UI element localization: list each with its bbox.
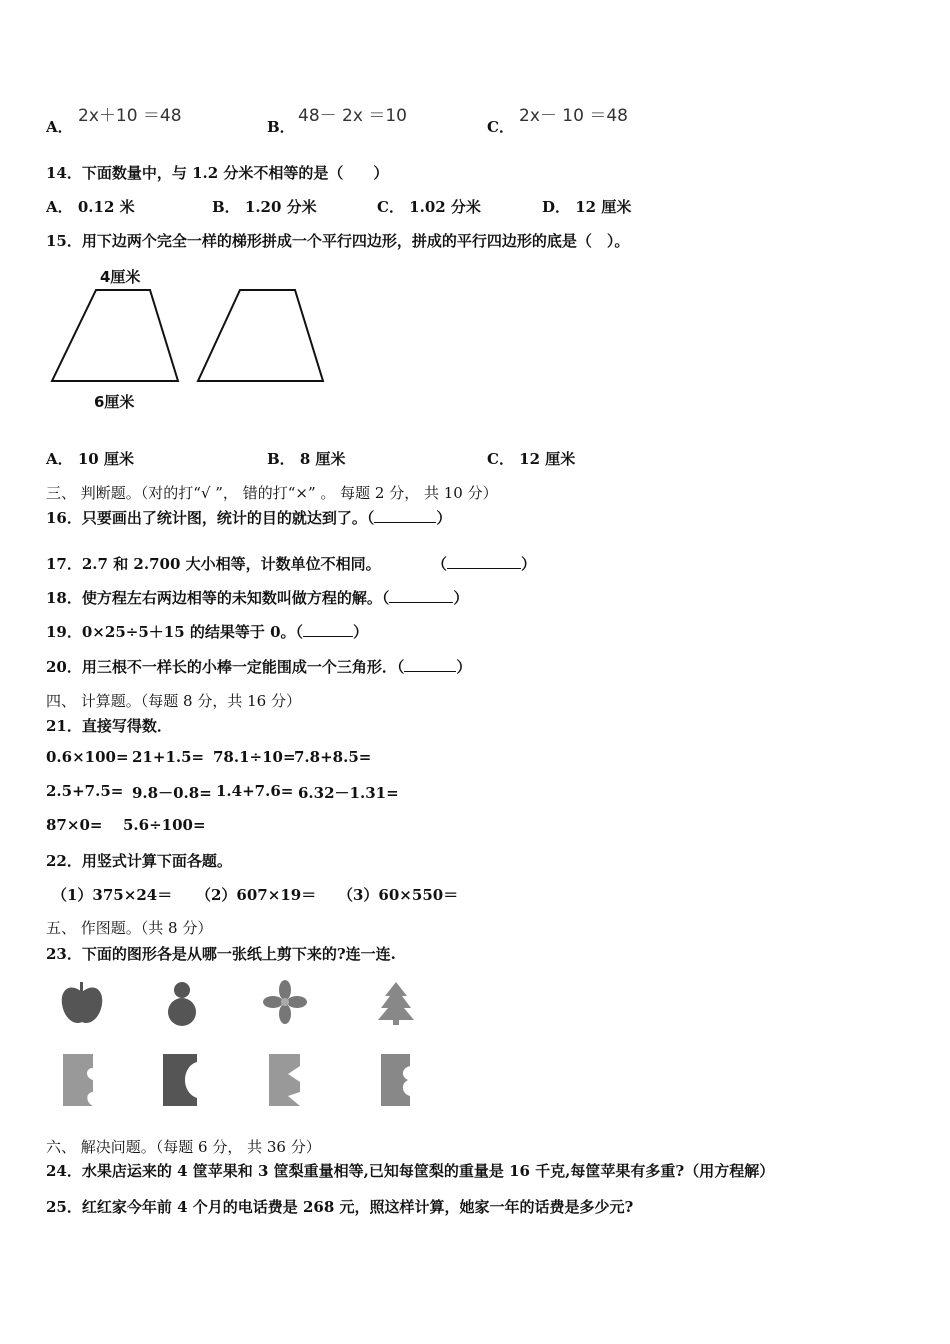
question-15-option-c: C． 12 厘米 [487, 450, 576, 468]
question-17-open: （ [432, 555, 448, 573]
answer-blank[interactable] [447, 554, 521, 569]
trapezoid-bottom-label: 6厘米 [94, 393, 135, 411]
trapezoid-figures [44, 282, 334, 388]
calc-item: 2.5+7.5= [46, 782, 124, 800]
apple-shape-icon[interactable] [56, 980, 108, 1028]
answer-blank[interactable] [389, 588, 453, 603]
paper-c-shape-icon[interactable] [160, 1052, 200, 1108]
question-22-stem: 22．用竖式计算下面各题。 [46, 852, 232, 870]
question-20 [46, 656, 471, 677]
question-14-stem: 14．下面数量中，与 1.2 分米不相等的是（ ） [46, 164, 389, 182]
question-15-option-a: A． 10 厘米 [46, 450, 134, 468]
option-c-letter: C． [487, 118, 514, 136]
flower-shape-icon[interactable] [262, 980, 308, 1024]
calc-item: 87×0= [46, 816, 103, 834]
question-25: 25．红红家今年前 4 个月的电话费是 268 元，照这样计算，她家一年的话费是多少元? [46, 1198, 634, 1216]
calc-item: 5.6÷100= [123, 816, 206, 834]
section-4-title: 四、 计算题。（每题 8 分，共 16 分） [46, 692, 301, 710]
question-14-option-b: B． 1.20 分米 [212, 198, 317, 216]
question-17-answer [432, 553, 536, 574]
option-b-equation: 48－ 2x ＝10 [298, 106, 407, 126]
paper-e-shape-2-icon[interactable] [266, 1052, 306, 1108]
question-16-text: 16．只要画出了统计图，统计的目的就达到了。（ [46, 509, 375, 527]
question-20-close: ） [456, 658, 472, 676]
section-5-title: 五、 作图题。（共 8 分） [46, 919, 213, 937]
question-15-stem: 15．用下边两个完全一样的梯形拼成一个平行四边形，拼成的平行四边形的底是（ ）。 [46, 232, 630, 250]
answer-blank[interactable] [303, 622, 353, 637]
section-3-title: 三、 判断题。（对的打“√ ”， 错的打“×” 。 每题 2 分， 共 10 分） [46, 484, 498, 502]
question-19-text: 19．0×25÷5＋15 的结果等于 0。（ [46, 623, 304, 641]
calc-item: 0.6×100= [46, 748, 129, 766]
vertical-calc-item: （2）607×19＝ [196, 886, 317, 904]
option-a-equation: 2x＋10 ＝48 [78, 106, 182, 126]
section-6-title: 六、 解决问题。（每题 6 分， 共 36 分） [46, 1138, 321, 1156]
question-19-close: ） [353, 623, 369, 641]
question-21-stem: 21．直接写得数． [46, 717, 172, 735]
calc-item: 1.4+7.6= [216, 782, 294, 800]
question-14-option-c: C． 1.02 分米 [377, 198, 481, 216]
question-24: 24．水果店运来的 4 筐苹果和 3 筐梨重量相等,已知每筐梨的重量是 16 千克,每筐苹果有多重?（用方程解） [46, 1162, 775, 1180]
trapezoid-right [198, 290, 323, 381]
paper-e-shape-3-icon[interactable] [378, 1052, 418, 1108]
question-18 [46, 587, 468, 608]
question-15-option-b: B． 8 厘米 [267, 450, 346, 468]
paper-e-shape-1-icon[interactable] [60, 1052, 100, 1108]
question-23-stem: 23．下面的图形各是从哪一张纸上剪下来的?连一连. [46, 945, 396, 963]
gourd-shape-icon[interactable] [160, 978, 204, 1028]
option-a-letter: A． [46, 118, 73, 136]
question-16-close: ） [436, 509, 452, 527]
question-18-close: ） [453, 589, 469, 607]
trapezoid-top-label: 4厘米 [100, 268, 141, 286]
question-18-text: 18．使方程左右两边相等的未知数叫做方程的解。（ [46, 589, 390, 607]
answer-blank[interactable] [404, 657, 456, 672]
question-14-option-a: A． 0.12 米 [46, 198, 135, 216]
calc-item: 9.8－0.8= [132, 784, 212, 802]
question-14-option-d: D． 12 厘米 [542, 198, 632, 216]
tree-shape-icon[interactable] [376, 980, 416, 1026]
calc-item: 7.8+8.5= [294, 748, 372, 766]
answer-blank[interactable] [374, 508, 436, 523]
question-19 [46, 621, 368, 642]
vertical-calc-item: （1）375×24＝ [52, 886, 173, 904]
question-17-text: 17．2.7 和 2.700 大小相等，计数单位不相同。 [46, 555, 381, 573]
calc-item: 78.1÷10= [213, 748, 296, 766]
option-b-letter: B． [267, 118, 295, 136]
question-16 [46, 507, 451, 528]
question-20-text: 20．用三根不一样长的小棒一定能围成一个三角形．（ [46, 658, 405, 676]
question-17-close: ） [521, 555, 537, 573]
calc-item: 6.32－1.31= [298, 784, 399, 802]
option-c-equation: 2x－ 10 ＝48 [519, 106, 628, 126]
vertical-calc-item: （3）60×550＝ [338, 886, 459, 904]
trapezoid-left [52, 290, 178, 381]
calc-item: 21+1.5= [132, 748, 205, 766]
